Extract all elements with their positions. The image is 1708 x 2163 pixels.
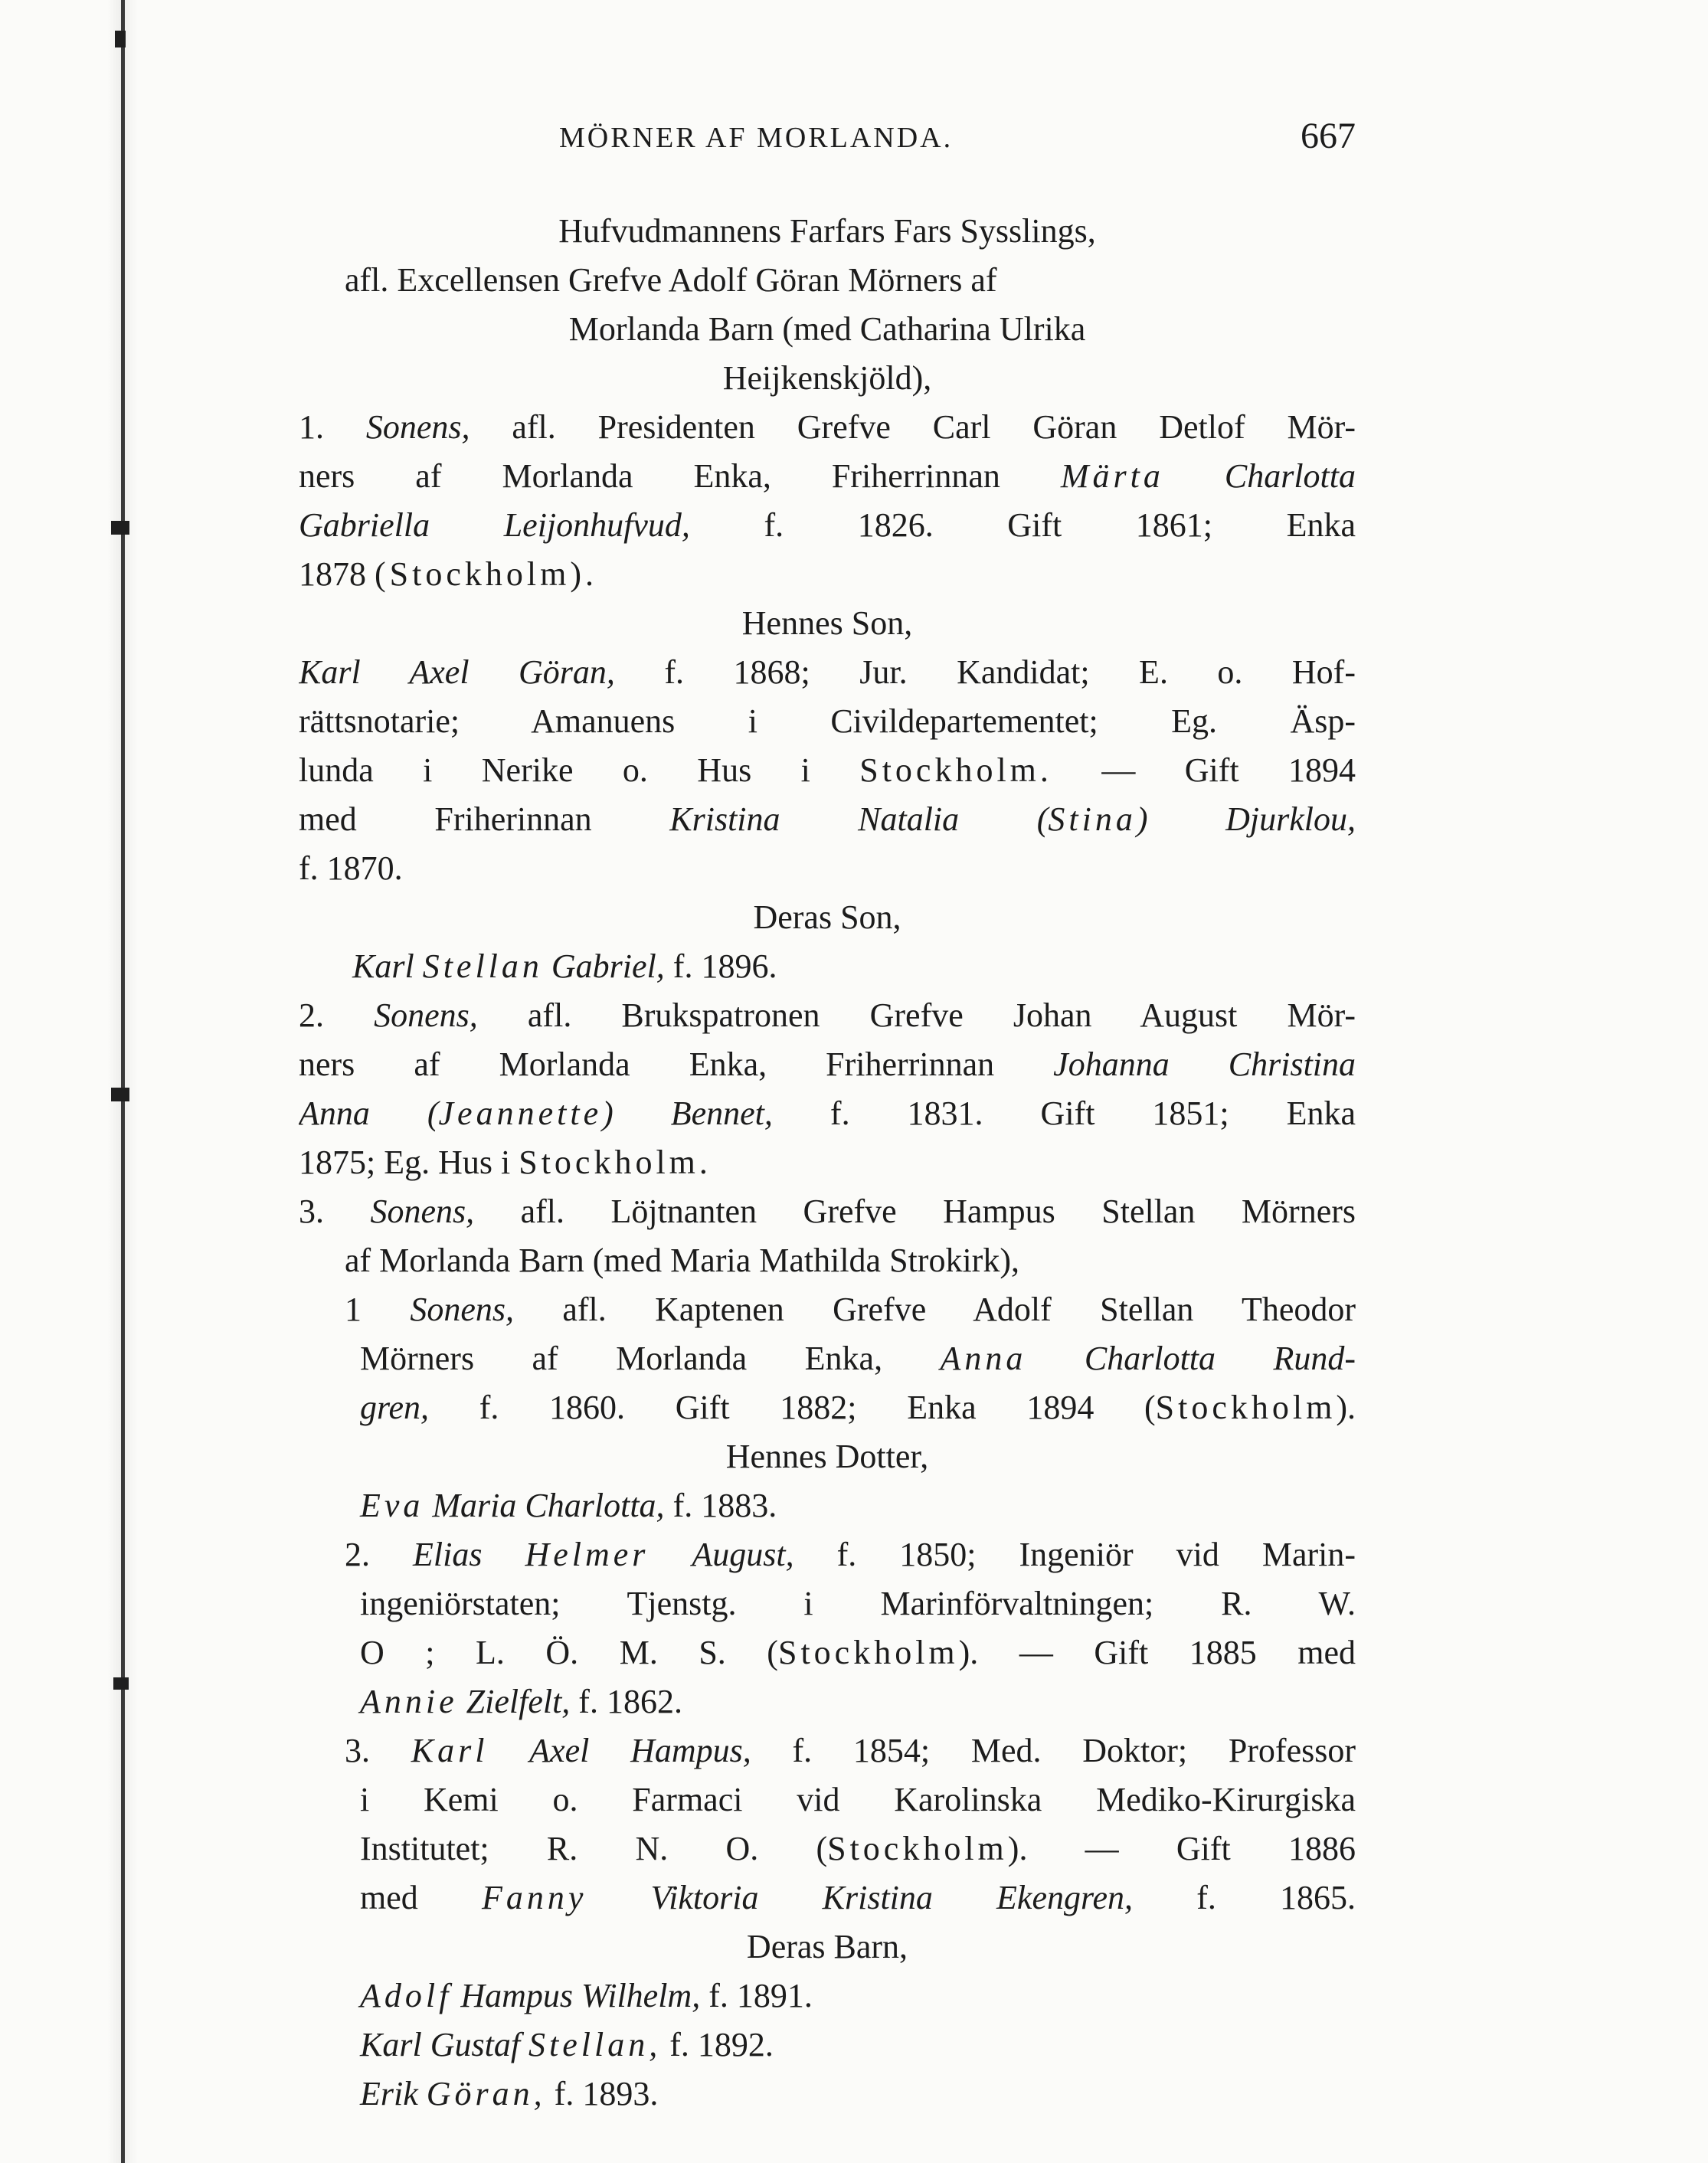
entry-line: 3. Sonens, afl. Löjtnanten Grefve Hampus Stellan Mörners [299, 1193, 1356, 1230]
text-line: lunda i Nerike o. Hus i Stockholm. — Gift 1894 [299, 751, 1356, 789]
text-line: af Morlanda Barn (med Maria Mathilda Strokirk), [345, 1242, 1019, 1279]
text-line: Deras Barn, [746, 1928, 908, 1965]
page-header [299, 115, 1356, 169]
text-line: Morlanda Barn (med Catharina Ulrika [568, 310, 1086, 348]
text-line: Karl Stellan Gabriel, f. 1896. [352, 947, 777, 985]
text-line: f. 1870. [299, 849, 403, 887]
text-line: Mörners af Morlanda Enka, Anna Charlotta Rund- [360, 1340, 1356, 1377]
page-number: 667 [1301, 116, 1356, 156]
text-line: ingeniörstaten; Tjenstg. i Marinförvaltningen; R. W. [360, 1585, 1356, 1622]
binding-mark [115, 31, 126, 47]
entry-line: 1 Sonens, afl. Kaptenen Grefve Adolf Stellan Theodor [345, 1291, 1356, 1328]
page-binding-edge [121, 0, 125, 2163]
text-line: rättsnotarie; Amanuens i Civildepartementet; Eg. Äsp- [299, 702, 1356, 740]
binding-mark [113, 1677, 129, 1690]
text-line: med Friherinnan Kristina Natalia (Stina) Djurklou, [299, 800, 1356, 838]
entry-line: 2. Sonens, afl. Brukspatronen Grefve Johan August Mör- [299, 996, 1356, 1034]
text-line: Hennes Son, [741, 604, 913, 642]
text-line: i Kemi o. Farmaci vid Karolinska Mediko-Kirurgiska [360, 1781, 1356, 1818]
text-line: Heijkenskjöld), [722, 359, 932, 397]
text-line: Erik Göran, f. 1893. [360, 2075, 659, 2112]
entry-line: 2. Elias Helmer August, f. 1850; Ingeniör vid Marin- [345, 1536, 1356, 1573]
text-line: Gabriella Leijonhufvud, f. 1826. Gift 1861; Enka [299, 506, 1356, 544]
running-title: MÖRNER AF MORLANDA. [559, 122, 954, 154]
text-line: O ; L. Ö. M. S. (Stockholm). — Gift 1885 med [360, 1634, 1356, 1671]
genealogy-text [299, 207, 1356, 2119]
text-line: med Fanny Viktoria Kristina Ekengren, f. 1865. [360, 1879, 1356, 1916]
text-line: 1878 (Stockholm). [299, 555, 597, 593]
entry-line: 1. Sonens, afl. Presidenten Grefve Carl Göran Detlof Mör- [299, 408, 1356, 446]
entry-line: 3. Karl Axel Hampus, f. 1854; Med. Doktor; Professor [345, 1732, 1356, 1769]
text-line: Anna (Jeannette) Bennet, f. 1831. Gift 1851; Enka [299, 1095, 1356, 1132]
binding-mark [111, 521, 129, 535]
text-line: Institutet; R. N. O. (Stockholm). — Gift 1886 [360, 1830, 1356, 1867]
text-line: Eva Maria Charlotta, f. 1883. [360, 1487, 777, 1524]
text-line: 1875; Eg. Hus i Stockholm. [299, 1144, 712, 1181]
text-line: Karl Axel Göran, f. 1868; Jur. Kandidat; E. o. Hof- [299, 653, 1356, 691]
text-line: ners af Morlanda Enka, Friherrinnan Johanna Christina [299, 1046, 1356, 1083]
text-line: Annie Zielfelt, f. 1862. [360, 1683, 682, 1720]
text-line: Karl Gustaf Stellan, f. 1892. [360, 2026, 774, 2063]
text-line: Deras Son, [753, 898, 901, 936]
text-line: Hufvudmannens Farfars Fars Sysslings, [558, 212, 1096, 250]
text-line: Hennes Dotter, [725, 1438, 929, 1475]
text-line: gren, f. 1860. Gift 1882; Enka 1894 (Stockholm). [360, 1389, 1356, 1426]
text-line: ners af Morlanda Enka, Friherrinnan Märta Charlotta [299, 457, 1356, 495]
text-line: afl. Excellensen Grefve Adolf Göran Mörners af [345, 261, 997, 299]
binding-mark [111, 1088, 129, 1101]
text-line: Adolf Hampus Wilhelm, f. 1891. [360, 1977, 813, 2014]
